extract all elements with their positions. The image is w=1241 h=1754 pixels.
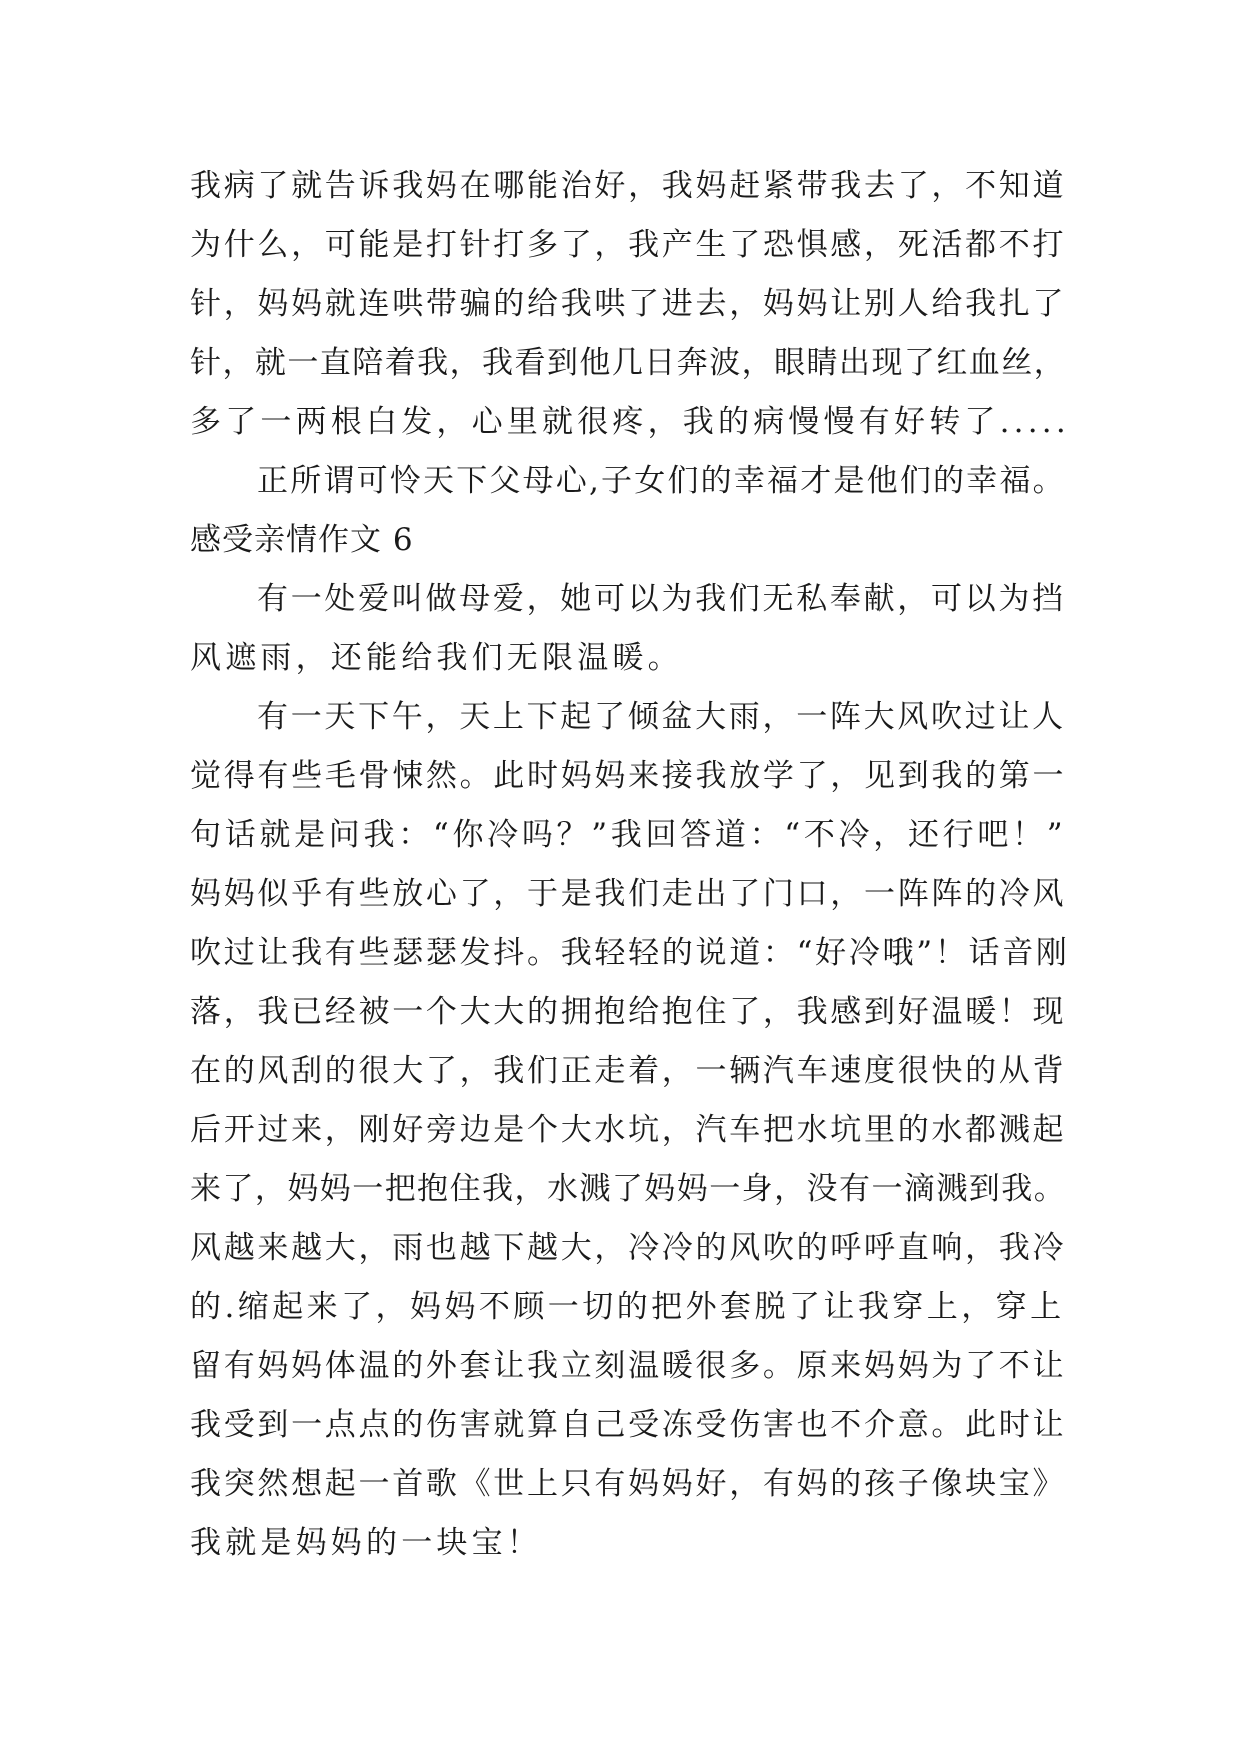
text-line: 有一天下午，天上下起了倾盆大雨，一阵大风吹过让人: [257, 699, 1066, 735]
text-line: 来了，妈妈一把抱住我，水溅了妈妈一身，没有一滴溅到我。: [190, 1171, 1067, 1207]
text-line: 针，就一直陪着我，我看到他几日奔波，眼睛出现了红血丝，: [190, 345, 1067, 381]
text-line: 正所谓可怜天下父母心,子女们的幸福才是他们的幸福。: [257, 463, 1066, 499]
text-line: 觉得有些毛骨悚然。此时妈妈来接我放学了，见到我的第一: [190, 758, 1067, 794]
text-line: 针，妈妈就连哄带骗的给我哄了进去，妈妈让别人给我扎了: [190, 286, 1067, 322]
text-line: 我病了就告诉我妈在哪能治好，我妈赶紧带我去了，不知道: [190, 168, 1067, 204]
text-line: 我受到一点点的伤害就算自己受冻受伤害也不介意。此时让: [190, 1407, 1067, 1443]
text-line: 落，我已经被一个大大的拥抱给抱住了，我感到好温暖！现: [190, 994, 1067, 1030]
text-line: 风遮雨，还能给我们无限温暖。: [190, 640, 683, 676]
text-line: 在的风刮的很大了，我们正走着，一辆汽车速度很快的从背: [190, 1053, 1067, 1089]
text-line: 后开过来，刚好旁边是个大水坑，汽车把水坑里的水都溅起: [190, 1112, 1067, 1148]
text-line: 有一处爱叫做母爱，她可以为我们无私奉献，可以为挡: [257, 581, 1066, 617]
text-line: 妈妈似乎有些放心了，于是我们走出了门口，一阵阵的冷风: [190, 876, 1067, 912]
text-line: 多了一两根白发，心里就很疼，我的病慢慢有好转了.....: [190, 404, 1070, 440]
text-line: 吹过让我有些瑟瑟发抖。我轻轻的说道：“好冷哦”！话音刚: [190, 935, 1070, 971]
text-line: 的.缩起来了，妈妈不顾一切的把外套脱了让我穿上，穿上: [190, 1289, 1065, 1325]
text-line: 我突然想起一首歌《世上只有妈妈好，有妈的孩子像块宝》: [190, 1466, 1067, 1502]
text-line: 为什么，可能是打针打多了，我产生了恐惧感，死活都不打: [190, 227, 1067, 263]
text-line: 句话就是问我：“你冷吗？”我回答道：“不冷，还行吧！”: [190, 817, 1067, 853]
essay-text: [190, 157, 1070, 1573]
text-line: 风越来越大，雨也越下越大，冷冷的风吹的呼呼直响，我冷: [190, 1230, 1067, 1266]
essay-heading: 感受亲情作文 6: [190, 522, 414, 558]
text-line: 我就是妈妈的一块宝！: [190, 1525, 542, 1561]
text-line: 留有妈妈体温的外套让我立刻温暖很多。原来妈妈为了不让: [190, 1348, 1067, 1384]
